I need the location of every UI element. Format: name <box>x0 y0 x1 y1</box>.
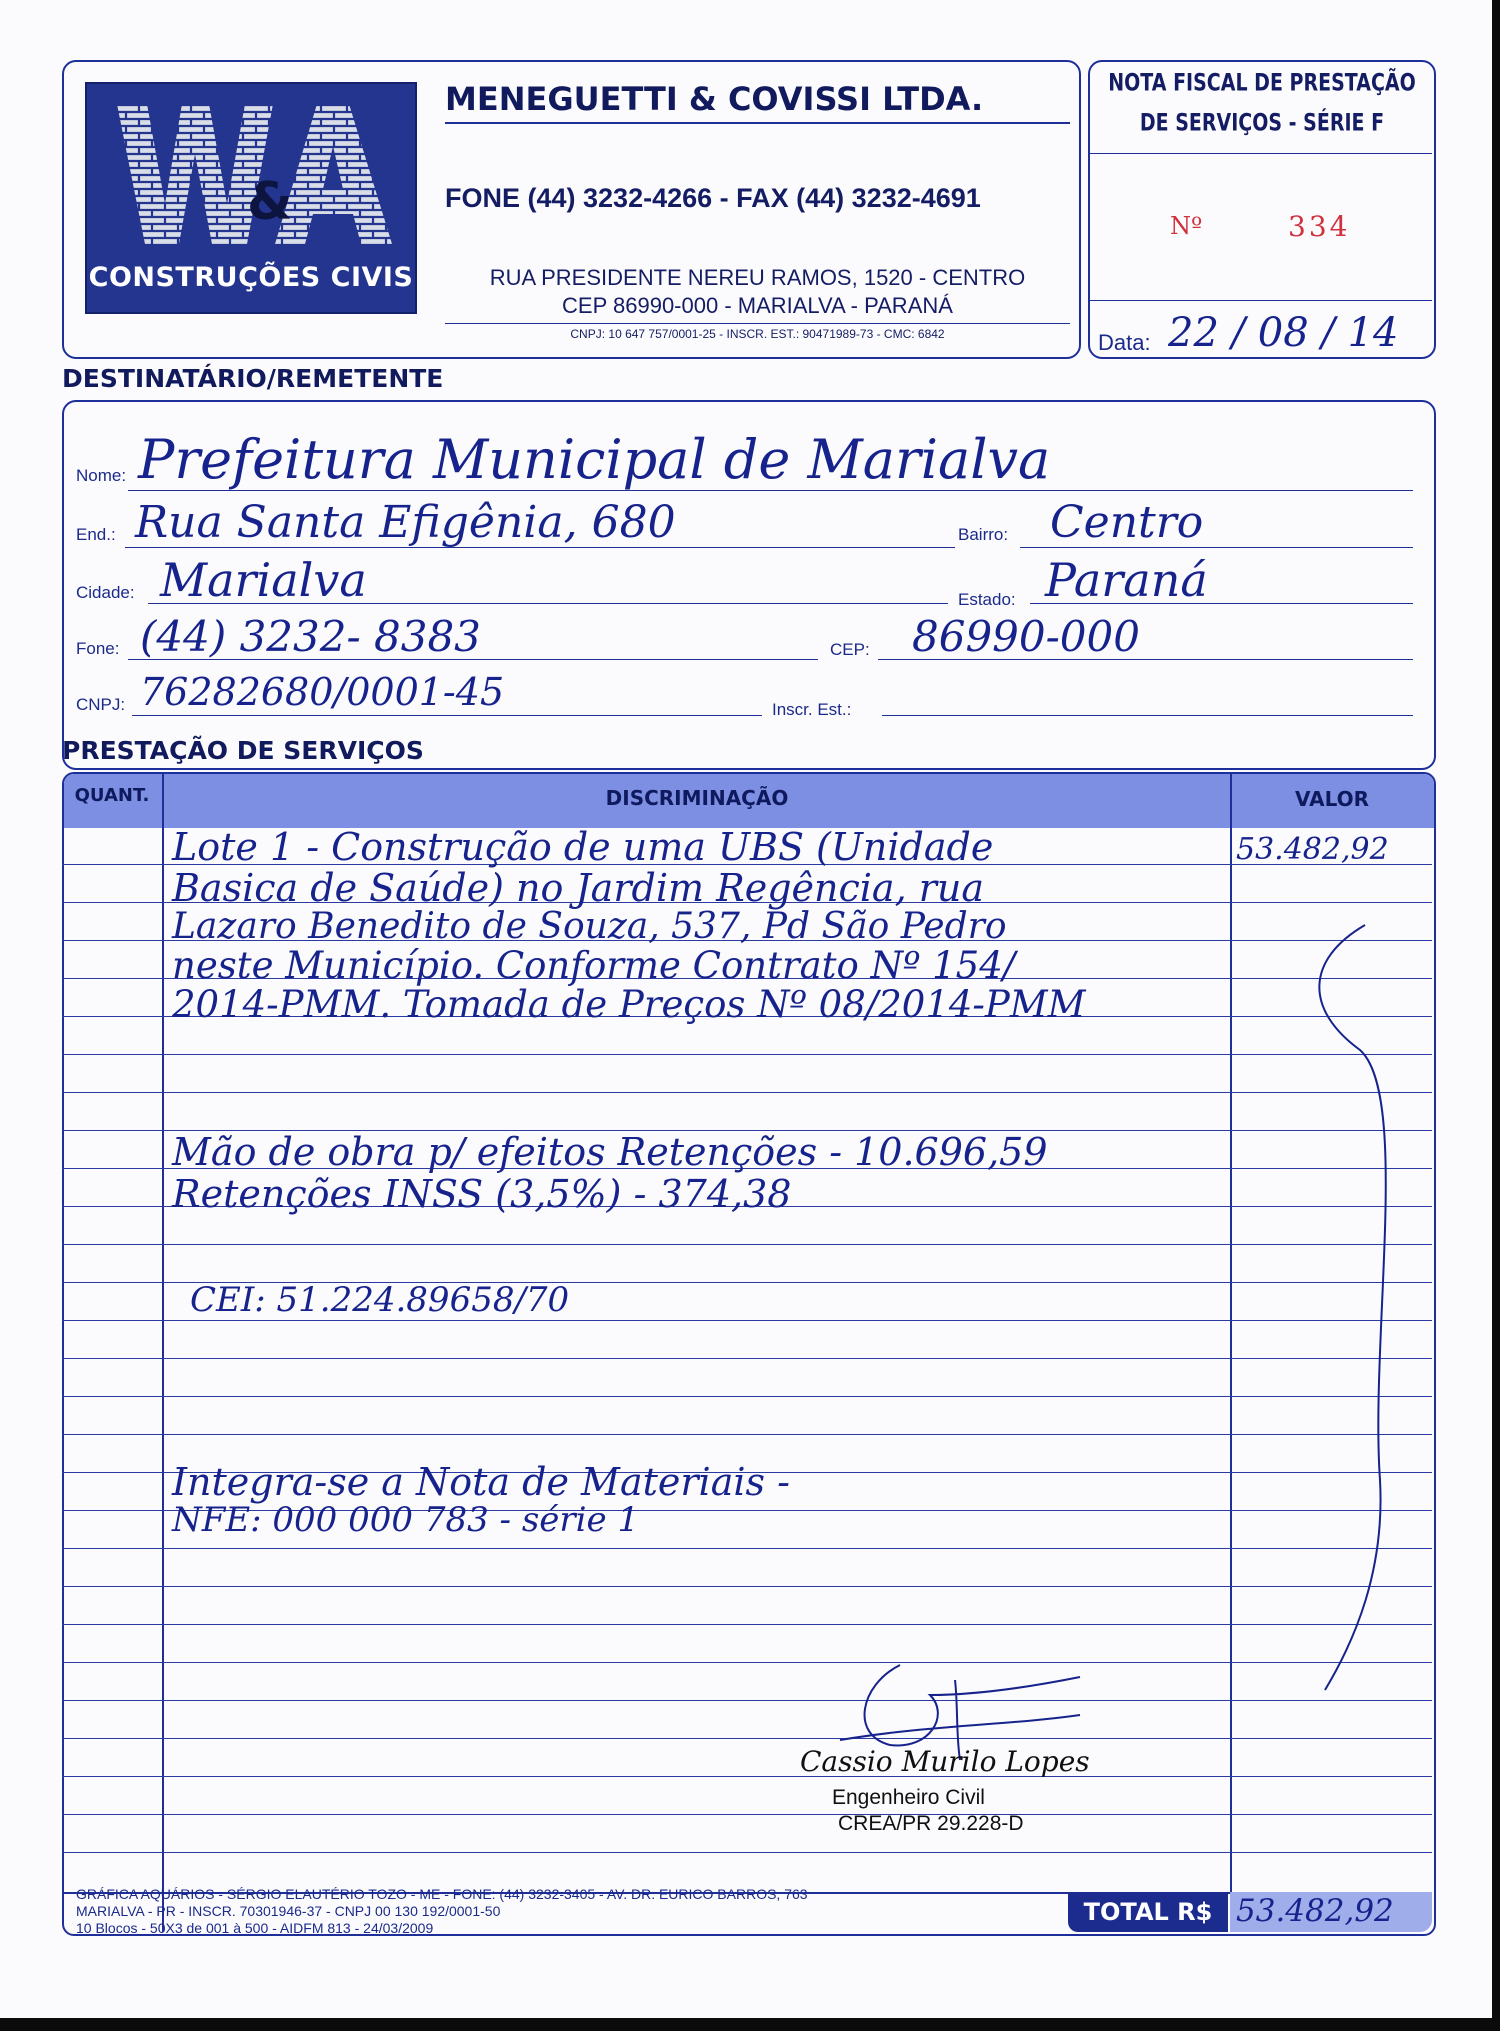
cep-label: CEP: <box>830 640 870 659</box>
company-phone: FONE (44) 3232-4266 - FAX (44) 3232-4691 <box>445 183 981 213</box>
company-name: MENEGUETTI & COVISSI LTDA. <box>445 80 984 118</box>
col-header-valor: VALOR <box>1294 787 1370 811</box>
invoice-number-label: Nº <box>1170 212 1203 240</box>
row-line <box>62 1738 1432 1739</box>
service-line: 2014-PMM. Tomada de Preços Nº 08/2014-PMM <box>172 983 1086 1026</box>
row-line <box>62 1054 1432 1055</box>
invoice-title-1: NOTA FISCAL DE PRESTAÇÃO <box>1108 69 1416 97</box>
total-value: 53.482,92 <box>1236 1893 1394 1929</box>
recipient-cep: 86990-000 <box>912 612 1140 661</box>
signature-title: Engenheiro Civil <box>832 1786 985 1809</box>
recipient-name: Prefeitura Municipal de Marialva <box>138 428 1051 491</box>
row-line <box>62 1434 1432 1435</box>
city-label: Cidade: <box>76 583 135 602</box>
state-label: Estado: <box>958 590 1016 609</box>
service-line: neste Município. Conforme Contrato Nº 154/ <box>172 944 1016 987</box>
cnpj-line <box>132 715 762 716</box>
scan-right-edge <box>1492 0 1500 2031</box>
col-header-discriminacao: DISCRIMINAÇÃO <box>605 786 789 810</box>
row-line <box>62 1396 1432 1397</box>
row-line <box>62 1092 1432 1093</box>
row-line <box>62 1624 1432 1625</box>
recipient-address: Rua Santa Efigênia, 680 <box>135 497 676 548</box>
name-label: Nome: <box>76 466 127 485</box>
company-address-1: RUA PRESIDENTE NEREU RAMOS, 1520 - CENTRO <box>489 265 1026 290</box>
registry-divider <box>445 323 1070 324</box>
services-section-title: PRESTAÇÃO DE SERVIÇOS <box>62 736 424 765</box>
service-line: Mão de obra p/ efeitos Retenções - 10.696,59 <box>172 1130 1048 1174</box>
recipient-district: Centro <box>1050 497 1204 548</box>
invoice-title-divider <box>1090 153 1432 154</box>
inscr-label: Inscr. Est.: <box>772 700 852 719</box>
signature-name: Cassio Murilo Lopes <box>800 1745 1090 1778</box>
logo-ampersand: & <box>247 172 293 232</box>
company-name-underline <box>445 122 1070 124</box>
address-label: End.: <box>76 525 116 544</box>
invoice-date-divider <box>1090 300 1432 301</box>
invoice-date-label: Data: <box>1098 330 1151 355</box>
recipient-section-title: DESTINATÁRIO/REMETENTE <box>62 364 444 393</box>
row-line <box>62 1662 1432 1663</box>
service-line: Retenções INSS (3,5%) - 374,38 <box>172 1172 792 1216</box>
row-line <box>62 1320 1432 1321</box>
row-line <box>62 1548 1432 1549</box>
row-line <box>62 1852 1432 1853</box>
recipient-city: Marialva <box>160 553 367 607</box>
phone-label: Fone: <box>76 639 120 658</box>
service-line: CEI: 51.224.89658/70 <box>190 1280 570 1320</box>
row-line <box>62 1814 1432 1815</box>
service-line: Lazaro Benedito de Souza, 537, Pd São Pedro <box>172 906 1007 947</box>
company-address-2: CEP 86990-000 - MARIALVA - PARANÁ <box>562 293 953 318</box>
service-value: 53.482,92 <box>1236 832 1389 867</box>
recipient-cnpj: 76282680/0001-45 <box>140 670 505 714</box>
company-logo <box>85 82 417 314</box>
printer-info-2: MARIALVA - PR - INSCR. 70301946-37 - CNPJ 00 130 192/0001-50 <box>76 1903 501 1919</box>
recipient-phone: (44) 3232- 8383 <box>140 612 481 661</box>
col-divider-1 <box>162 774 164 1932</box>
printer-info-3: 10 Blocos - 50X3 de 001 à 500 - AIDFM 813 - 24/03/2009 <box>76 1920 434 1936</box>
recipient-state: Paraná <box>1045 553 1208 607</box>
signature-crea: CREA/PR 29.228-D <box>838 1812 1024 1835</box>
district-label: Bairro: <box>958 525 1009 544</box>
total-label: TOTAL R$ <box>1083 1898 1213 1926</box>
row-line <box>62 1358 1432 1359</box>
service-line: Basica de Saúde) no Jardim Regência, rua <box>172 866 985 910</box>
row-line <box>62 1586 1432 1587</box>
invoice-date: 22 / 08 / 14 <box>1168 310 1399 356</box>
cnpj-label: CNPJ: <box>76 695 126 714</box>
service-line: Lote 1 - Construção de uma UBS (Unidade <box>172 825 994 869</box>
service-line: Integra-se a Nota de Materiais - <box>172 1460 790 1504</box>
row-line <box>62 1244 1432 1245</box>
invoice-number: 334 <box>1288 210 1351 243</box>
col-divider-2 <box>1230 774 1232 1892</box>
row-line <box>62 1776 1432 1777</box>
printer-info-1: GRÁFICA AQUÁRIOS - SÉRGIO ELAUTÉRIO TOZO - ME - FONE: (44) 3232-3405 - AV. DR. EURICO BARROS, 763 <box>76 1886 808 1902</box>
row-line <box>62 1700 1432 1701</box>
inscr-line <box>882 715 1413 716</box>
company-registry: CNPJ: 10 647 757/0001-25 - INSCR. EST.: 90471989-73 - CMC: 6842 <box>570 327 945 341</box>
scan-bottom-edge <box>0 2018 1500 2031</box>
logo-caption: CONSTRUÇÕES CIVIS <box>88 262 414 293</box>
service-line: NFE: 000 000 783 - série 1 <box>172 1500 640 1540</box>
invoice-title-2: DE SERVIÇOS - SÉRIE F <box>1139 109 1385 137</box>
value-bracket-icon <box>1285 920 1425 1700</box>
col-header-quant: QUANT. <box>74 785 150 806</box>
